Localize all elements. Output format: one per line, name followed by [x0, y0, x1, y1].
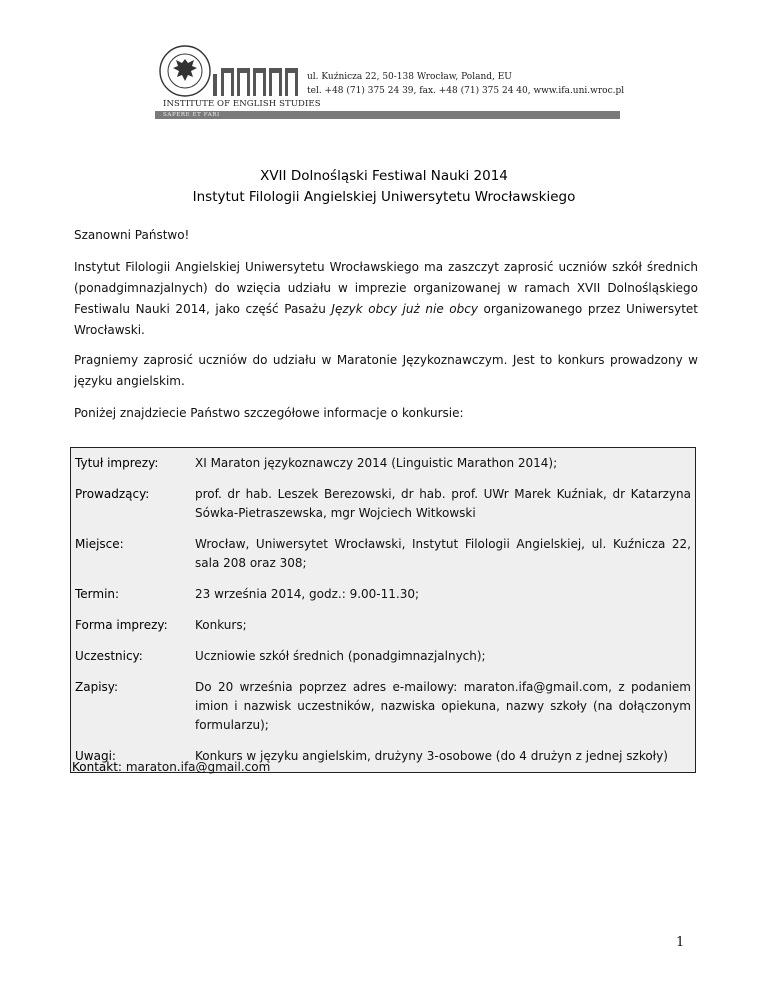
invitation-text: Instytut Filologii Angielskiej Uniwersytetu Wrocławskiego ma zaszczyt zaprosić uczniów szkół średnich (ponadgimnazjalnych) do wzięcia udziału w imprezie organizowanej w ramach XVII Dolnośląskiego Festiwalu Nauki 2014, jako część Pasażu — [74, 260, 698, 316]
row-value: Uczniowie szkół średnich (ponadgimnazjalnych); — [195, 649, 486, 663]
contact-email[interactable]: maraton.ifa@gmail.com — [125, 760, 271, 774]
marathon-paragraph: Pragniemy zaprosić uczniów do udziału w Maratonie Językoznawczym. Jest to konkurs prowadzony w języku angielskim. — [74, 353, 698, 388]
table-row — [71, 641, 696, 672]
row-value: prof. dr hab. Leszek Berezowski, dr hab. prof. UWr Marek Kuźniak, dr Katarzyna Sówka-Pietraszewska, mgr Wojciech Witkowski — [195, 487, 691, 520]
address-line-2: tel. +48 (71) 375 24 39, fax. +48 (71) 375 24 40, www.ifa.uni.wroc.pl — [307, 86, 625, 96]
document-title: XVII Dolnośląski Festiwal Nauki 2014 — [260, 168, 508, 184]
details-intro: Poniżej znajdziecie Państwo szczegółowe informacje o konkursie: — [74, 406, 464, 420]
institute-motto: SAPERE ET FARI — [163, 112, 220, 118]
row-label: Prowadzący: — [75, 487, 150, 501]
row-label: Miejsce: — [75, 537, 124, 551]
letterhead-rule — [155, 111, 620, 119]
institute-address — [307, 70, 624, 98]
row-label: Termin: — [75, 587, 120, 601]
page-number: 1 — [676, 935, 685, 950]
row-label: Forma imprezy: — [75, 618, 168, 632]
contact-line — [72, 760, 270, 774]
row-label: Tytuł imprezy: — [75, 456, 159, 470]
row-value: Do 20 września poprzez adres e-mailowy: maraton.ifa@gmail.com, z podaniem imion i nazwisk uczestników, nazwiska opiekuna, nazwy szkoły (na dołączonym formularzu); — [195, 680, 691, 732]
contact-label: Kontakt: — [72, 760, 122, 774]
greeting: Szanowni Państwo! — [74, 228, 190, 242]
row-value: Konkurs w języku angielskim, drużyny 3-osobowe (do 4 drużyn z jednej szkoły) — [195, 749, 668, 763]
row-value: Konkurs; — [195, 618, 247, 632]
table-row — [71, 610, 696, 641]
row-value: Wrocław, Uniwersytet Wrocławski, Instytut Filologii Angielskiej, ul. Kuźnicza 22, sala 208 oraz 308; — [195, 537, 691, 570]
invitation-text-end: organizowanego przez Uniwersytet Wrocławski. — [74, 302, 698, 337]
table-row — [71, 479, 696, 529]
table-row — [71, 579, 696, 610]
row-value: XI Maraton językoznawczy 2014 (Linguistic Marathon 2014); — [195, 456, 558, 470]
institute-name: INSTITUTE OF ENGLISH STUDIES — [163, 99, 321, 109]
table-row — [71, 529, 696, 579]
university-seal-logo — [155, 44, 305, 104]
row-label: Uczestnicy: — [75, 649, 143, 663]
row-label: Uwagi: — [75, 749, 116, 763]
invitation-paragraph — [74, 257, 698, 341]
passage-name: Język obcy już nie obcy — [331, 302, 478, 316]
row-label: Zapisy: — [75, 680, 119, 694]
address-line-1: ul. Kuźnicza 22, 50-138 Wrocław, Poland, EU — [307, 72, 512, 82]
document-subtitle: Instytut Filologii Angielskiej Uniwersytetu Wrocławskiego — [192, 189, 576, 205]
event-details-table — [70, 447, 696, 773]
table-row — [71, 448, 696, 480]
table-row — [71, 672, 696, 741]
row-value: 23 września 2014, godz.: 9.00-11.30; — [195, 587, 420, 601]
